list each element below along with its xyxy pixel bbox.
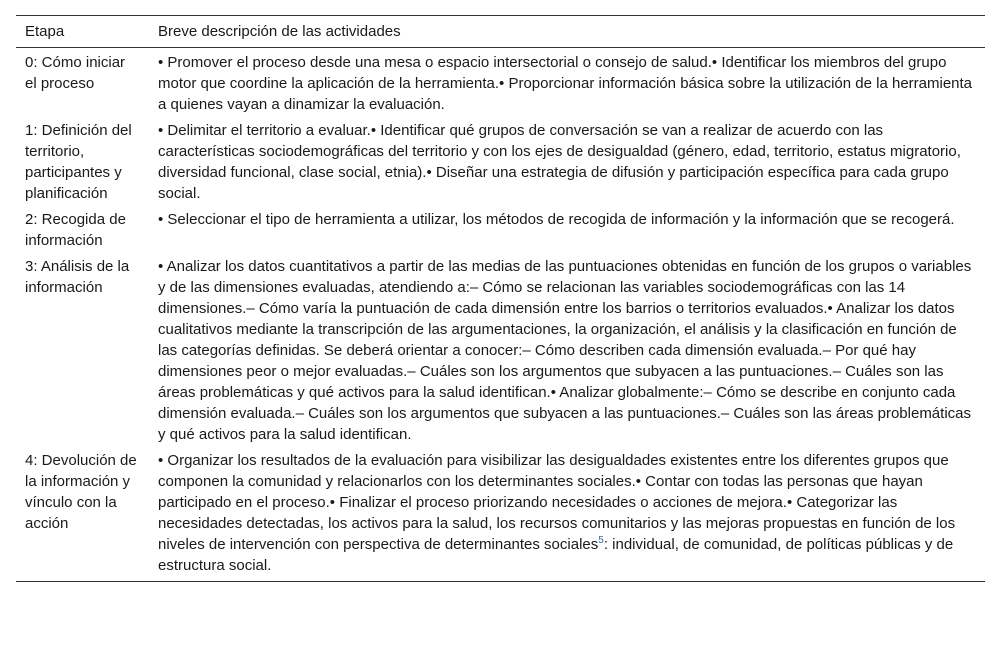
- stage-cell: 1: Definición del territorio, participantes y planificación: [25, 122, 132, 202]
- table-row: [16, 206, 985, 253]
- description-cell: • Delimitar el territorio a evaluar.• Identificar qué grupos de conversación se van a realizar de acuerdo con las características sociodemográficas del territorio y con los ejes de desigualdad (género, edad, territorio, estatus migratorio, diversidad funcional, clase social, etnia).• Diseñar una estrategia de difusión y participación específica para cada grupo social.: [158, 122, 961, 202]
- description-cell: • Seleccionar el tipo de herramienta a utilizar, los métodos de recogida de información y la información que se recogerá.: [158, 211, 955, 228]
- stage-cell: 3: Análisis de la información: [25, 258, 130, 296]
- table-body: [16, 48, 985, 582]
- stage-cell: 0: Cómo iniciar el proceso: [25, 54, 126, 92]
- table-row: [16, 117, 985, 206]
- description-text: • Organizar los resultados de la evaluación para visibilizar las desigualdades existentes entre los diferentes grupos que componen la comunidad y relacionarlos con los determinantes sociales.• Contar con todas las personas que hayan participado en el proceso.• Finalizar el proceso priorizando necesidades o acciones de mejora.• Categorizar las necesidades detectadas, los activos para la salud, los recursos comunitarios y las mejoras propuestas en función de los niveles de intervención con perspectiva de determinantes sociales: [158, 452, 956, 553]
- description-cell: • Analizar los datos cuantitativos a partir de las medias de las puntuaciones obtenidas en función de los grupos o variables y de las dimensiones evaluadas, atendiendo a:– Cómo se relacionan las variables sociodemográficas con las 14 dimensiones.– Cómo varía la puntuación de cada dimensión entre los barrios o territorios evaluados.• Analizar los datos cualitativos mediante la transcripción de las argumentaciones, la organización, el análisis y la clasificación en función de las categorías definidas. Se deberá orientar a conocer:– Cómo describen cada dimensión evaluada.– Por qué hay dimensiones peor o mejor evaluadas.– Cuáles son los argumentos que subyacen a las puntuaciones.– Cuáles son las áreas problemáticas y qué activos para la salud identifican.• Analizar globalmente:– Cómo se describe en conjunto cada dimensión evaluada.– Cuáles son los argumentos que subyacen a las puntuaciones.– Cuáles son las áreas problemáticas y qué activos para la salud identifican.: [158, 258, 972, 443]
- reference-link[interactable]: 5: [598, 535, 604, 546]
- table-row: [16, 48, 985, 118]
- table-header: [16, 16, 985, 48]
- header-row: [16, 16, 985, 48]
- table-row: [16, 253, 985, 447]
- table-row: [16, 447, 985, 582]
- stage-cell: 2: Recogida de información: [25, 211, 126, 249]
- stage-cell: 4: Devolución de la información y vínculo con la acción: [16, 447, 149, 582]
- description-cell: • Promover el proceso desde una mesa o espacio intersectorial o consejo de salud.• Identificar los miembros del grupo motor que coordine la aplicación de la herramienta.• Proporcionar información básica sobre la utilización de la herramienta a quienes vayan a dinamizar la evaluación.: [158, 54, 973, 113]
- header-description: Breve descripción de las actividades: [149, 16, 985, 48]
- header-stage: Etapa: [16, 16, 149, 48]
- activities-table: [16, 15, 985, 582]
- description-cell: [149, 447, 985, 582]
- activities-table-container: [16, 15, 985, 582]
- description-text-continued: : individual, de comunidad, de políticas públicas y de estructura social.: [158, 536, 954, 574]
